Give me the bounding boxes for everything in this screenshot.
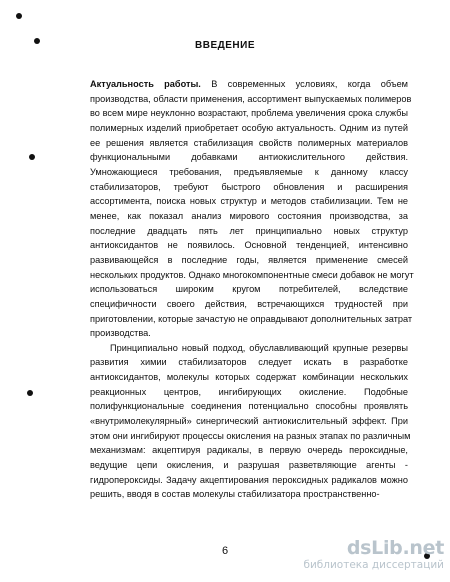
margin-dot-1 <box>16 13 22 19</box>
text-line: стабилизаторов, требуют быстрого обновления и расширения <box>90 181 408 192</box>
text-line: Умножающиеся требования, предъявляемые к данному классу <box>90 166 408 177</box>
text-line: «внутримолекулярный» синергический антиокислительный эффект. При <box>90 416 408 427</box>
text-line: реакционных центров, ингибирующих окисление. Подобные <box>90 386 408 397</box>
page-number: 6 <box>221 545 229 557</box>
watermark[interactable] <box>303 537 444 575</box>
text-line: решить, вводя в состав молекулы стабилизатора пространственно- <box>90 489 380 500</box>
text-line: менее, как показал анализ мирового состояния производства, за <box>90 210 408 221</box>
text-line: специфичности своего действия, встречающихся трудностей при <box>90 298 408 309</box>
text-line: нескольких продуктов. Однако многокомпонентные смеси добавок не могут <box>90 269 414 280</box>
text-line: последние двадцать пять лет принципиально новых структур <box>90 225 408 236</box>
text-line: полимерных изделий приобретает особую актуальность. Одним из путей <box>90 122 408 133</box>
text-line: антиоксидантов не появилось. Основной тенденцией, интенсивно <box>90 240 408 251</box>
body-text <box>90 77 414 502</box>
text-line: использоваться широким кругом потребителей, вследствие <box>90 284 408 295</box>
text-line: антиоксидантов, молекулы которых содержат комбинации нескольких <box>90 372 408 383</box>
margin-dot-4 <box>27 390 33 396</box>
text-line: производства. <box>90 328 151 339</box>
margin-dot-3 <box>29 154 35 160</box>
text-line: Актуальность работы. В современных условиях, когда объем <box>90 79 408 89</box>
watermark-subtitle: библиотека диссертаций <box>303 559 444 571</box>
text-line: механизмам: акцептируя радикалы, в первую очередь пероксидные, <box>90 445 408 456</box>
text-line: полифункциональные соединения потенциально способны проявлять <box>90 401 408 412</box>
text-line: гидропероксиды. Задачу акцептирования пероксидных радикалов можно <box>90 474 408 485</box>
watermark-logo[interactable]: dsLib.net <box>346 537 444 559</box>
text-line: ассортимента, поиска новых структур и методов стабилизации. Тем не <box>90 196 408 207</box>
text-line: ведущие цепи окисления, и разрушая разветвляющие агенты - <box>90 460 408 471</box>
page-title: ВВЕДЕНИЕ <box>195 40 255 51</box>
text-line: приготовлении, которые зачастую не оправдывают дополнительных затрат <box>90 313 413 324</box>
text-line: ее решения является стабилизация свойств полимерных материалов <box>90 137 408 148</box>
text-line: развития химии стабилизаторов следует искать в разработке <box>90 357 408 368</box>
text-line: Принципиально новый подход, обуславливающий крупные резервы <box>110 342 408 353</box>
text-line: функциональными добавками антиокислительного действия. <box>90 152 408 163</box>
text-line: развивающейся в последние годы, является применение смесей <box>90 254 408 265</box>
lead-heading: Актуальность работы. <box>90 79 201 89</box>
text-line: во всем мире неуклонно возрастают, проблема увеличения срока службы <box>90 108 408 119</box>
text-line: этом они ингибируют процессы окисления на разных этапах по различным <box>90 430 411 441</box>
text-line: производства, области применения, ассортимент выпускаемых полимеров <box>90 93 412 104</box>
